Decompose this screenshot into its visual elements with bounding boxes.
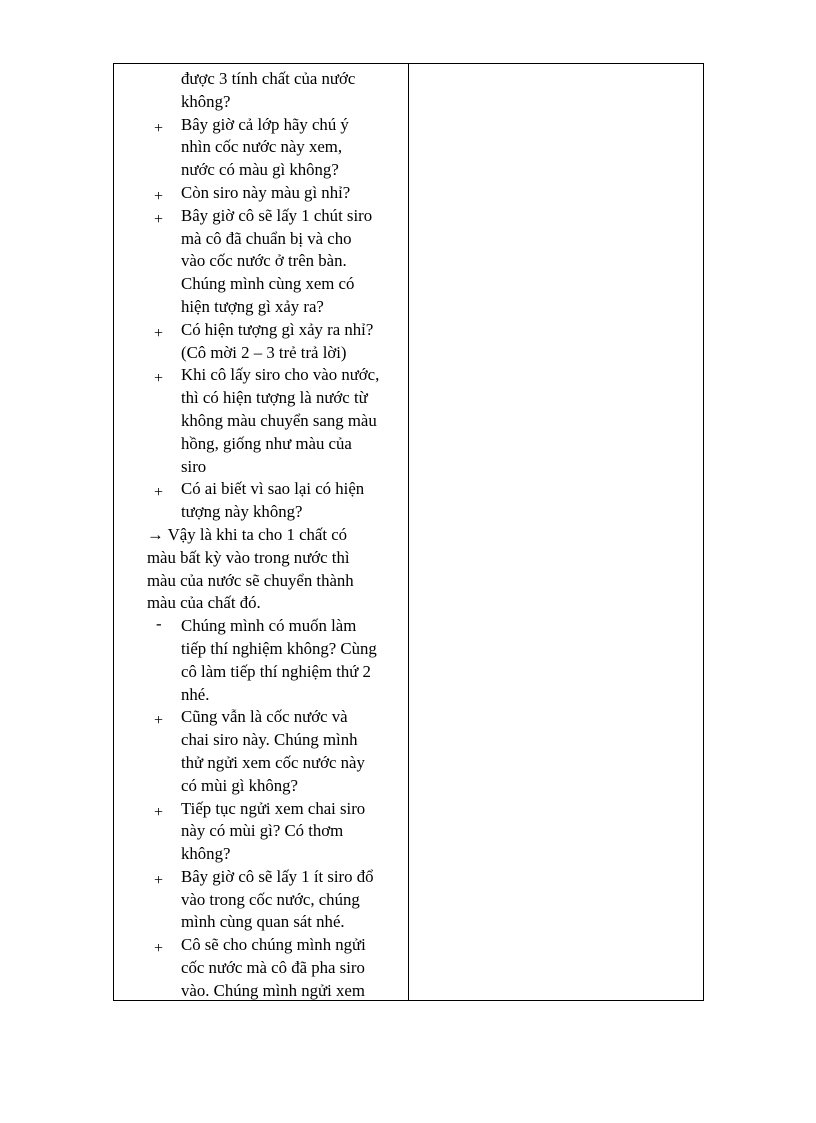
plus-bullet-icon: + (154, 803, 164, 821)
plus-bullet-icon: + (154, 940, 164, 958)
list-item-text: Bây giờ cả lớp hãy chú ý nhìn cốc nước này xem, nước có màu gì không? (181, 114, 349, 180)
list-item (114, 478, 409, 524)
list-item-text: Còn siro này màu gì nhỉ? (181, 182, 351, 202)
dash-bullet-icon: - (156, 614, 162, 634)
list-item (114, 319, 409, 365)
list-item-text: được 3 tính chất của nước không? (181, 69, 356, 111)
plus-bullet-icon: + (154, 484, 164, 502)
list-item-text: Cô sẽ cho chúng mình ngửi cốc nước mà cô đã pha siro vào. Chúng mình ngửi xem (181, 935, 366, 1000)
plus-bullet-icon: + (154, 119, 164, 137)
list-item-text: Chúng mình có muốn làm tiếp thí nghiệm không? Cùng cô làm tiếp thí nghiệm thứ 2 nhé. (181, 616, 377, 704)
list-item (114, 706, 409, 797)
list-item (114, 364, 409, 478)
list-item (114, 205, 409, 319)
plus-bullet-icon: + (154, 210, 164, 228)
list-item-text: Cũng vẫn là cốc nước và chai siro này. Chúng mình thử ngửi xem cốc nước này có mùi gì không? (181, 707, 365, 795)
list-item (114, 798, 409, 866)
list-item-text: Có hiện tượng gì xảy ra nhỉ? (Cô mời 2 – 3 trẻ trả lời) (181, 319, 374, 362)
list-item (114, 114, 409, 182)
plus-bullet-icon: + (154, 324, 164, 342)
conclusion-paragraph: → Vậy là khi ta cho 1 chất có màu bất kỳ vào trong nước thì màu của nước sẽ chuyển thành màu của chất đó. (147, 524, 354, 613)
plus-bullet-icon: + (154, 187, 164, 205)
plus-bullet-icon: + (154, 370, 164, 388)
document-table (113, 63, 704, 1001)
cell-content (114, 68, 409, 1003)
list-item-text: Có ai biết vì sao lại có hiện tượng này không? (181, 479, 365, 522)
plus-bullet-icon: + (154, 871, 164, 889)
list-item-text: Bây giờ cô sẽ lấy 1 ít siro đổ vào trong cốc nước, chúng mình cùng quan sát nhé. (181, 866, 374, 932)
list-item-text: Tiếp tục ngửi xem chai siro này có mùi gì? Có thơm không? (181, 798, 366, 864)
list-item (114, 615, 409, 706)
table-cell-right (409, 64, 703, 1000)
list-item-text: Bây giờ cô sẽ lấy 1 chút siro mà cô đã chuẩn bị và cho vào cốc nước ở trên bàn. Chúng mình cùng xem có hiện tượng gì xảy ra? (181, 205, 373, 316)
list-item (114, 934, 409, 1002)
list-item (114, 182, 409, 205)
list-item (114, 68, 409, 114)
list-item (114, 866, 409, 934)
plus-bullet-icon: + (154, 712, 164, 730)
table-cell-left (114, 64, 409, 1000)
list-item-text: Khi cô lấy siro cho vào nước, thì có hiện tượng là nước từ không màu chuyển sang màu hồng, giống như màu của siro (181, 365, 380, 476)
